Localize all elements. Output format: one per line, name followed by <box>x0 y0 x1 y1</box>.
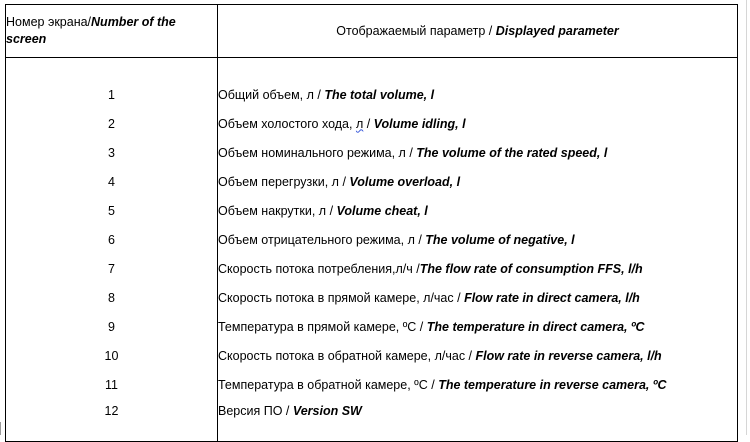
table-row <box>6 196 738 225</box>
screen-number-cell: 3 <box>6 138 218 167</box>
parameter-cell <box>218 283 738 312</box>
table-row <box>6 58 738 81</box>
parameter-cell <box>218 109 738 138</box>
parameter-ru: Объем холостого хода, <box>218 116 356 131</box>
parameter-en: The total volume, l <box>324 87 435 102</box>
parameter-cell <box>218 312 738 341</box>
parameter-ru: Объем накрутки, л / <box>218 203 337 218</box>
screen-number-cell: 2 <box>6 109 218 138</box>
table-row <box>6 109 738 138</box>
parameter-ru: Объем перегрузки, л / <box>218 174 350 189</box>
parameter-ru-separator: / <box>363 116 374 131</box>
page-edge-line <box>746 0 747 435</box>
header-param-en: Displayed parameter <box>495 24 619 38</box>
table-row <box>6 254 738 283</box>
screen-number-cell: 9 <box>6 312 218 341</box>
table-row <box>6 341 738 370</box>
parameter-ru: Общий объем, л / <box>218 87 325 102</box>
parameter-cell <box>218 196 738 225</box>
screen-number-cell: 10 <box>6 341 218 370</box>
parameter-en: The volume of the rated speed, l <box>416 145 608 160</box>
parameter-cell <box>218 80 738 109</box>
margin-marker <box>0 422 1 435</box>
parameter-ru: Объем отрицательного режима, л / <box>218 232 426 247</box>
table-header-row <box>6 5 738 58</box>
screen-number-cell: 8 <box>6 283 218 312</box>
table-row <box>6 312 738 341</box>
screen-number-cell: 11 <box>6 370 218 399</box>
table-row <box>6 167 738 196</box>
parameter-ru: Скорость потока в обратной камере, л/час / <box>218 348 476 363</box>
parameter-ru: Версия ПО / <box>218 404 293 418</box>
parameter-ru: Скорость потока потребления,л/ч / <box>218 261 420 276</box>
parameter-en: Flow rate in direct camera, l/h <box>464 290 640 305</box>
screen-number-cell: 1 <box>6 80 218 109</box>
parameter-en: The flow rate of consumption FFS, l/h <box>419 261 643 276</box>
parameter-cell <box>218 399 738 442</box>
parameter-cell <box>218 370 738 399</box>
parameter-cell <box>218 167 738 196</box>
parameter-cell <box>218 138 738 167</box>
parameter-en: Version SW <box>292 404 362 418</box>
header-num-ru: Номер экрана/ <box>6 15 92 29</box>
parameter-ru: Скорость потока в прямой камере, л/час / <box>218 290 465 305</box>
screen-number-cell: 4 <box>6 167 218 196</box>
spellcheck-flagged-word: л <box>355 116 364 131</box>
header-param-ru: Отображаемый параметр / <box>336 24 496 38</box>
table-row <box>6 225 738 254</box>
table-row <box>6 370 738 399</box>
table-row <box>6 138 738 167</box>
screen-number-cell: 6 <box>6 225 218 254</box>
parameter-ru: Объем номинального режима, л / <box>218 145 417 160</box>
parameter-cell <box>218 225 738 254</box>
screen-number-cell: 12 <box>6 399 218 442</box>
parameter-cell <box>218 254 738 283</box>
table-row <box>6 283 738 312</box>
parameter-ru: Температура в обратной камере, ºС / <box>218 377 439 392</box>
parameter-en: The temperature in reverse camera, ºC <box>438 377 667 392</box>
parameter-ru: Температура в прямой камере, ºС / <box>218 319 427 334</box>
header-num-en: Number of the screen <box>6 15 176 46</box>
parameter-en: Volume overload, l <box>349 174 461 189</box>
screen-number-cell: 7 <box>6 254 218 283</box>
screen-number-cell: 5 <box>6 196 218 225</box>
parameter-cell <box>218 341 738 370</box>
parameter-en: Volume cheat, l <box>336 203 428 218</box>
screen-parameters-table <box>5 4 738 442</box>
header-displayed-parameter <box>218 5 738 58</box>
screen-number-cell <box>6 58 218 81</box>
parameter-en: Flow rate in reverse camera, l/h <box>475 348 662 363</box>
parameter-en: The temperature in direct camera, ºC <box>426 319 645 334</box>
table-row <box>6 80 738 109</box>
parameter-en: The volume of negative, l <box>425 232 575 247</box>
header-screen-number <box>6 5 218 58</box>
parameter-cell <box>218 58 738 81</box>
table-row <box>6 399 738 442</box>
parameter-en: Volume idling, l <box>373 116 466 131</box>
